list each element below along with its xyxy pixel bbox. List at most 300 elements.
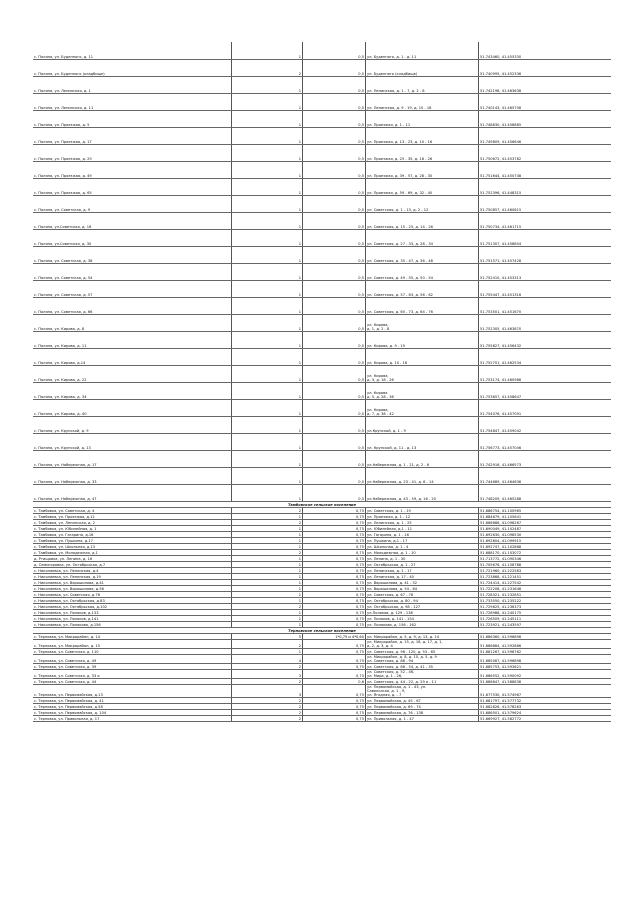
cell-text: с. Николаевка, ул. Ворошилова, д.56 <box>34 586 104 591</box>
served-houses-cell <box>366 76 479 93</box>
table-row <box>33 639 611 648</box>
spreadsheet <box>33 42 610 722</box>
cell-text: с. Поляна, ул.Советская, д. 30 <box>34 241 92 246</box>
cell-text: 51.751644, 41.450748 <box>480 173 522 178</box>
cell-text: с. Тамбовка, ул. Советская, д. 4 <box>34 508 95 513</box>
cell-text: с. Поляна, ул. Советская, д. 38 <box>34 258 93 263</box>
cell-text: д. Семигоровка, ул. Октябрьская, д.7 <box>34 562 106 567</box>
address-cell <box>33 684 232 697</box>
cell-text: ул. Ленинская, д. 17 - 40 <box>367 574 414 579</box>
cell-text: 1 <box>298 105 301 110</box>
cell-text: Савельская, д. 1 - 9, <box>367 688 406 693</box>
count-cell <box>232 715 303 721</box>
served-houses-cell <box>366 42 479 59</box>
cell-text: ул. Микрорайон, д. 8, д. 10, д. 5, д. 9 <box>367 654 437 659</box>
cell-text: ул.Набережная, д. 1 - 21, д. 2 - 6 <box>367 462 430 467</box>
cell-text: 0,75 <box>355 538 364 543</box>
cell-text: 0,5 <box>358 88 364 93</box>
coordinates-cell <box>479 365 612 382</box>
cell-text: с. Поляна, ул. Набережная, д. 47 <box>34 496 97 501</box>
count-cell <box>232 382 303 399</box>
cell-text: с. Поляна, ул. Кирова, д. 11 <box>34 343 87 348</box>
served-houses-cell <box>366 382 479 399</box>
cell-text: 1 <box>298 514 301 519</box>
cell-text: с. Поляна, ул. Проезжая, д. 29 <box>34 156 92 161</box>
volume-cell <box>303 161 366 178</box>
address-cell <box>33 246 232 263</box>
cell-text: ул. Проезжая, д. 1 - 12 <box>367 514 411 519</box>
table-row <box>33 365 611 382</box>
coordinates-cell <box>479 639 612 648</box>
cell-text: 51.756773, 41.457046 <box>480 445 522 450</box>
cell-text: 0,75 <box>355 658 364 663</box>
cell-text: 51.751571, 41.457428 <box>480 258 522 263</box>
served-houses-cell <box>366 297 479 314</box>
cell-text: ул. Советская, д. 49 - 55, д. 50 - 54 <box>367 275 433 280</box>
cell-text: 51.733550, 41.235222 <box>480 598 522 603</box>
cell-text: ул. Первомайская, д. 76 - 138 <box>367 710 424 715</box>
cell-text: ул. Ленинская, д. 9 - 19, д. 10 - 18 <box>367 105 432 110</box>
address-cell <box>33 416 232 433</box>
cell-text: с. Тамбовка, ул. Юбилейная, д. 1 <box>34 526 97 531</box>
address-cell <box>33 93 232 110</box>
cell-text: 51.686501, 41.579624 <box>480 710 522 715</box>
cell-text: 1 <box>298 574 301 579</box>
cell-text: 0,75 <box>355 710 364 715</box>
address-cell <box>33 229 232 246</box>
cell-text: 51.721960, 41.222583 <box>480 568 522 573</box>
table-row <box>33 450 611 467</box>
coordinates-cell <box>479 229 612 246</box>
coordinates-cell <box>479 467 612 484</box>
cell-text: ул. Октябрьская, д. 1 - 27 <box>367 562 416 567</box>
cell-text: 1 <box>298 343 301 348</box>
cell-text: 51.755827, 41.456432 <box>480 343 522 348</box>
count-cell <box>232 450 303 467</box>
cell-text: 51.740995, 41.452336 <box>480 71 522 76</box>
cell-text: 51.692804, 41.099915 <box>480 538 522 543</box>
cell-text: 2 <box>298 679 301 684</box>
cell-text: 51.669927, 41.582772 <box>480 716 522 721</box>
cell-text: ул.Крупской, д. 1 - 9 <box>367 428 406 433</box>
cell-text: 0,5 <box>358 343 364 348</box>
cell-text: 0,5 <box>358 462 364 467</box>
cell-text: 51.750672, 41.453782 <box>480 156 522 161</box>
cell-text: 2 <box>298 550 301 555</box>
cell-text: с. Николаевка, ул. Октябрьская, д.102 <box>34 604 108 609</box>
cell-text: 1 <box>298 190 301 195</box>
cell-text: 0,5 <box>358 241 364 246</box>
volume-cell <box>303 416 366 433</box>
cell-text: с. Тамбовка, ул. Гагарина, д.16 <box>34 532 94 537</box>
cell-text: с. Николаевка, ул. Полякова, д.156 <box>34 622 101 627</box>
cell-text: с. Поляна, ул. Кирова, д. 8 <box>34 326 85 331</box>
cell-text: 0,75 <box>355 673 364 678</box>
cell-text: ул. Кирова, <box>367 322 389 327</box>
cell-text: с. Поляна, ул. Кирова, д. 40 <box>34 411 87 416</box>
cell-text: 1 <box>298 224 301 229</box>
volume-cell <box>303 331 366 348</box>
cell-text: 1 <box>298 394 301 399</box>
served-houses-cell <box>366 93 479 110</box>
cell-text: ул. Буденного (кладбище) <box>367 71 418 76</box>
cell-text: 0,75 <box>355 514 364 519</box>
cell-text: 0,5 <box>358 411 364 416</box>
cell-text: 1 <box>298 586 301 591</box>
coordinates-cell <box>479 127 612 144</box>
cell-text: 51.685067, 41.596898 <box>480 658 522 663</box>
count-cell <box>232 416 303 433</box>
cell-text: ул. Молодежная, д. 1 - 10 <box>367 550 416 555</box>
cell-text: с. Поляна, ул. Проезжая, д. 65 <box>34 190 92 195</box>
cell-text: 1 <box>298 496 301 501</box>
cell-text: ул. Октябрьская, д. 80 - 94 <box>367 598 418 603</box>
volume-cell <box>303 59 366 76</box>
cell-text: 0,75 <box>355 574 364 579</box>
count-cell <box>232 669 303 678</box>
address-cell <box>33 110 232 127</box>
served-houses-cell <box>366 416 479 433</box>
table-row <box>33 263 611 280</box>
cell-text: ул. Первомайская, д. 1 - 43, ул. <box>367 684 427 689</box>
table-row <box>33 297 611 314</box>
coordinates-cell <box>479 144 612 161</box>
table-row <box>33 715 611 721</box>
cell-text: ул. Советская, д. 1 - 19 <box>367 508 411 513</box>
cell-text: с. Поляна, ул. Советская, д. 57 <box>34 292 93 297</box>
cell-text: 0,75 <box>355 616 364 621</box>
served-houses-cell <box>366 331 479 348</box>
cell-text: ул. Советская, д. 15 - 25, д. 14 - 26 <box>367 224 433 229</box>
cell-text: 51.713772, 41.090346 <box>480 556 522 561</box>
count-cell <box>232 348 303 365</box>
table-row <box>33 280 611 297</box>
coordinates-cell <box>479 297 612 314</box>
coordinates-cell <box>479 195 612 212</box>
table-row <box>33 348 611 365</box>
table-row <box>33 42 611 59</box>
cell-text: 1 <box>298 462 301 467</box>
count-cell <box>232 639 303 648</box>
table-row <box>33 654 611 663</box>
volume-cell <box>303 178 366 195</box>
cell-text: 51.722208, 41.231648 <box>480 586 522 591</box>
served-houses-cell <box>366 280 479 297</box>
cell-text: 51.681797, 41.577732 <box>480 698 522 703</box>
cell-text: 0,6 <box>358 679 364 684</box>
cell-text: ул. Советская, д. 52 - 46, <box>367 669 415 674</box>
served-houses-cell <box>366 161 479 178</box>
cell-text: 0,5 <box>358 105 364 110</box>
table-row <box>33 416 611 433</box>
coordinates-cell <box>479 669 612 678</box>
coordinates-cell <box>479 416 612 433</box>
address-cell <box>33 42 232 59</box>
table-row <box>33 229 611 246</box>
cell-text: д. 1, д. 2 - 8 <box>367 326 390 331</box>
cell-text: 51.751307, 41.458804 <box>480 241 522 246</box>
address-cell <box>33 654 232 663</box>
cell-text: 1 <box>298 122 301 127</box>
cell-text: 1 <box>298 622 301 627</box>
address-cell <box>33 365 232 382</box>
count-cell <box>232 42 303 59</box>
count-cell <box>232 93 303 110</box>
cell-text: с. Тамбовка, ул. Школьная, д.13 <box>34 544 96 549</box>
coordinates-cell <box>479 93 612 110</box>
cell-text: 0,5 <box>358 71 364 76</box>
cell-text: 1 <box>298 275 301 280</box>
cell-text: ул. Советская, д. 1 - 13, д. 2 - 12 <box>367 207 429 212</box>
cell-text: ул. Ленинская, д. 1 - 7, д. 2 - 8 <box>367 88 425 93</box>
cell-text: 0,75 <box>355 586 364 591</box>
cell-text: ул. Октябрьская, д. 98 - 127 <box>367 604 421 609</box>
coordinates-cell <box>479 715 612 721</box>
cell-text: 1 <box>298 156 301 161</box>
cell-text: с. Терновка, ул. Микрорайон, д. 15 <box>34 643 101 648</box>
cell-text: ул. Буденного, д. 1 - д. 11 <box>367 54 417 59</box>
cell-text: с. Терновка, ул. Первомайская, д.58 <box>34 704 103 709</box>
volume-cell <box>303 365 366 382</box>
cell-text: с. Тамбовка, ул. Пушкина, д.17 <box>34 538 93 543</box>
count-cell <box>232 229 303 246</box>
cell-text: с. Поляна, ул. Набережная, д. 33 <box>34 479 97 484</box>
cell-text: 0,75 <box>355 692 364 697</box>
cell-text: 0,5 <box>358 479 364 484</box>
cell-text: д. 7, д. 38 - 42 <box>367 411 394 416</box>
coordinates-cell <box>479 331 612 348</box>
volume-cell <box>303 263 366 280</box>
cell-text: ул. Ворошилова, д. 54 - 64 <box>367 586 418 591</box>
served-houses-cell <box>366 450 479 467</box>
cell-text: 1 <box>298 445 301 450</box>
cell-text: с. Тамбовка, ул. Молодежная, д.1 <box>34 550 98 555</box>
cell-text: ул. Ягодная, д. - 7 <box>367 692 402 697</box>
cell-text: 51.686684, 41.592866 <box>480 643 522 648</box>
section-title: Тамбовское сельское поселение <box>33 501 611 507</box>
count-cell <box>232 484 303 501</box>
address-cell <box>33 161 232 178</box>
cell-text: с. Поляна, ул. Крупской, д. 13 <box>34 445 91 450</box>
coordinates-cell <box>479 433 612 450</box>
volume-cell <box>303 246 366 263</box>
cell-text: 0,5 <box>358 394 364 399</box>
address-cell <box>33 639 232 648</box>
cell-text: ул. Советская, д. 35 - 47, д. 36 - 48 <box>367 258 433 263</box>
cell-text: с. Николаевка, ул. Октябрьская, д.83 <box>34 598 105 603</box>
cell-text: 1 <box>298 309 301 314</box>
coordinates-cell <box>479 280 612 297</box>
cell-text: 2 <box>298 698 301 703</box>
cell-text: 3 <box>298 692 301 697</box>
count-cell <box>232 314 303 331</box>
cell-text: 51.692630, 41.098530 <box>480 532 522 537</box>
cell-text: 1 <box>298 54 301 59</box>
cell-text: с. Тамбовка, ул. Проезжая, д.12 <box>34 514 95 519</box>
cell-text: 0,5 <box>358 190 364 195</box>
cell-text: 1 <box>298 428 301 433</box>
volume-cell <box>303 212 366 229</box>
cell-text: 51.752410, 41.453313 <box>480 275 522 280</box>
cell-text: 51.752305, 41.463870 <box>480 326 522 331</box>
cell-text: 0,5 <box>358 156 364 161</box>
cell-text: д. 3, д. 18 - 26 <box>367 377 394 382</box>
cell-text: 0,75 <box>355 568 364 573</box>
cell-text: 2 <box>298 508 301 513</box>
served-houses-cell <box>366 195 479 212</box>
cell-text: 0,75 <box>355 526 364 531</box>
cell-text: ул.Поляков, д. 129 - 138 <box>367 610 413 615</box>
cell-text: 2 <box>298 71 301 76</box>
cell-text: 51.744689, 41.464636 <box>480 479 522 484</box>
address-cell <box>33 280 232 297</box>
cell-text: с. Поляна, ул. Советская, д. 54 <box>34 275 93 280</box>
cell-text: 51.728988, 41.240175 <box>480 610 522 615</box>
cell-text: с. Терновка, ул. Советская, д. 49 <box>34 658 97 663</box>
address-cell <box>33 715 232 721</box>
cell-text: с. Терновка, ул. Советская, д. 110 <box>34 649 99 654</box>
table-row <box>33 178 611 195</box>
cell-text: ул. Проезжая, д. 1 - 11 <box>367 122 411 127</box>
cell-text: 1 <box>298 616 301 621</box>
coordinates-cell <box>479 450 612 467</box>
served-houses-cell <box>366 110 479 127</box>
count-cell <box>232 331 303 348</box>
volume-cell <box>303 280 366 297</box>
coordinates-cell <box>479 484 612 501</box>
volume-cell <box>303 229 366 246</box>
table-row <box>33 433 611 450</box>
cell-text: 1 <box>298 360 301 365</box>
cell-text: 0,5 <box>358 122 364 127</box>
cell-text: 0,5 <box>358 275 364 280</box>
coordinates-cell <box>479 382 612 399</box>
cell-text: 1 <box>298 326 301 331</box>
cell-text: 51.740143, 41.465708 <box>480 105 522 110</box>
table-row <box>33 212 611 229</box>
cell-text: ул. Советская, д. 68 - 54, д. 41 - 35 <box>367 664 433 669</box>
served-houses-cell <box>366 433 479 450</box>
cell-text: 2 <box>298 604 301 609</box>
cell-text: 51.753501, 41.451670 <box>480 309 522 314</box>
cell-text: с. Терновка, ул. Советская, д. 33 а <box>34 673 100 678</box>
cell-text: 0,75 <box>355 604 364 609</box>
cell-text: 0,75 <box>355 544 364 549</box>
cell-text: 51.686647, 41.588838 <box>480 679 522 684</box>
cell-text: 51.724414, 41.227542 <box>480 580 522 585</box>
coordinates-cell <box>479 178 612 195</box>
cell-text: ул. Ворошилова, д. 41 - 52 <box>367 580 418 585</box>
cell-text: ул. Проезжая, д. 25 - 35, д. 18 - 26 <box>367 156 433 161</box>
cell-text: 0,75 <box>355 622 364 627</box>
coordinates-cell <box>479 246 612 263</box>
cell-text: 3 <box>298 673 301 678</box>
cell-text: ул. Пушкина, д.1 - 17 <box>367 538 408 543</box>
served-houses-cell <box>366 639 479 648</box>
count-cell <box>232 467 303 484</box>
cell-text: с. Николаевка, ул. Ворошилова, д.41 <box>34 580 104 585</box>
cell-text: 51.677530, 41.574967 <box>480 692 522 697</box>
table-row <box>33 195 611 212</box>
cell-text: 1 <box>298 292 301 297</box>
address-cell <box>33 195 232 212</box>
cell-text: 1 <box>298 139 301 144</box>
coordinates-cell <box>479 348 612 365</box>
count-cell <box>232 246 303 263</box>
cell-text: 0,75 <box>355 550 364 555</box>
volume-cell <box>303 450 366 467</box>
cell-text: 0,75 <box>355 698 364 703</box>
volume-cell <box>303 639 366 648</box>
coordinates-cell <box>479 42 612 59</box>
count-cell <box>232 144 303 161</box>
table-body <box>33 42 611 721</box>
cell-text: ул. Советская, д. 88 - 94 <box>367 658 414 663</box>
coordinates-cell <box>479 654 612 663</box>
count-cell <box>232 76 303 93</box>
cell-text: с. Поляна, ул. Кирова, д. 22 <box>34 377 87 382</box>
cell-text: 51.755447, 41.451316 <box>480 292 522 297</box>
cell-text: 1*0,75 и 4*0,60 <box>335 634 364 639</box>
table-row <box>33 127 611 144</box>
table-row <box>33 314 611 331</box>
cell-text: с. Терновка, ул. Микрорайон, д. 14 <box>34 634 101 639</box>
cell-text: 51.682826, 41.578263 <box>480 704 522 709</box>
table-row <box>33 144 611 161</box>
coordinates-cell <box>479 212 612 229</box>
served-houses-cell <box>366 314 479 331</box>
table-row <box>33 93 611 110</box>
cell-text: 51.690049, 41.102487 <box>480 526 522 531</box>
volume-cell <box>303 484 366 501</box>
volume-cell <box>303 314 366 331</box>
cell-text: д. 5, д. 28 - 36 <box>367 394 394 399</box>
cell-text: 0,75 <box>355 704 364 709</box>
cell-text: 0,5 <box>358 326 364 331</box>
table-row <box>33 669 611 678</box>
cell-text: ул. Крупской, д. 11 - д. 13 <box>367 445 417 450</box>
cell-text: ул. Первомайская, д. 69 - 74 <box>367 704 421 709</box>
cell-text: 0,5 <box>358 258 364 263</box>
served-houses-cell <box>366 144 479 161</box>
cell-text: 1 <box>298 562 301 567</box>
cell-text: ул. Мира, д. 1 - 26, <box>367 673 403 678</box>
volume-cell <box>303 144 366 161</box>
table-row <box>33 76 611 93</box>
table-row <box>33 331 611 348</box>
cell-text: 1 <box>298 544 301 549</box>
volume-cell <box>303 93 366 110</box>
cell-text: 0,75 <box>355 598 364 603</box>
served-houses-cell <box>366 127 479 144</box>
served-houses-cell <box>366 348 479 365</box>
cell-text: 51.686686, 41.098267 <box>480 520 522 525</box>
count-cell <box>232 59 303 76</box>
cell-text: 51.729625, 41.236373 <box>480 604 522 609</box>
cell-text: 2 <box>298 710 301 715</box>
cell-text: 1 <box>298 207 301 212</box>
cell-text: с. Терновка, ул. Привольная, д. 17 <box>34 716 100 721</box>
cell-text: 0,75 <box>355 532 364 537</box>
cell-text: ул. Юбилейная, д.1 - 11 <box>367 526 413 531</box>
cell-text: 0,5 <box>358 139 364 144</box>
volume-cell <box>303 110 366 127</box>
cell-text: 1 <box>298 568 301 573</box>
cell-text: с. Тамбовка, ул. Ленинская, д. 2 <box>34 520 96 525</box>
served-houses-cell <box>366 212 479 229</box>
cell-text: 0,5 <box>358 309 364 314</box>
volume-cell <box>303 297 366 314</box>
